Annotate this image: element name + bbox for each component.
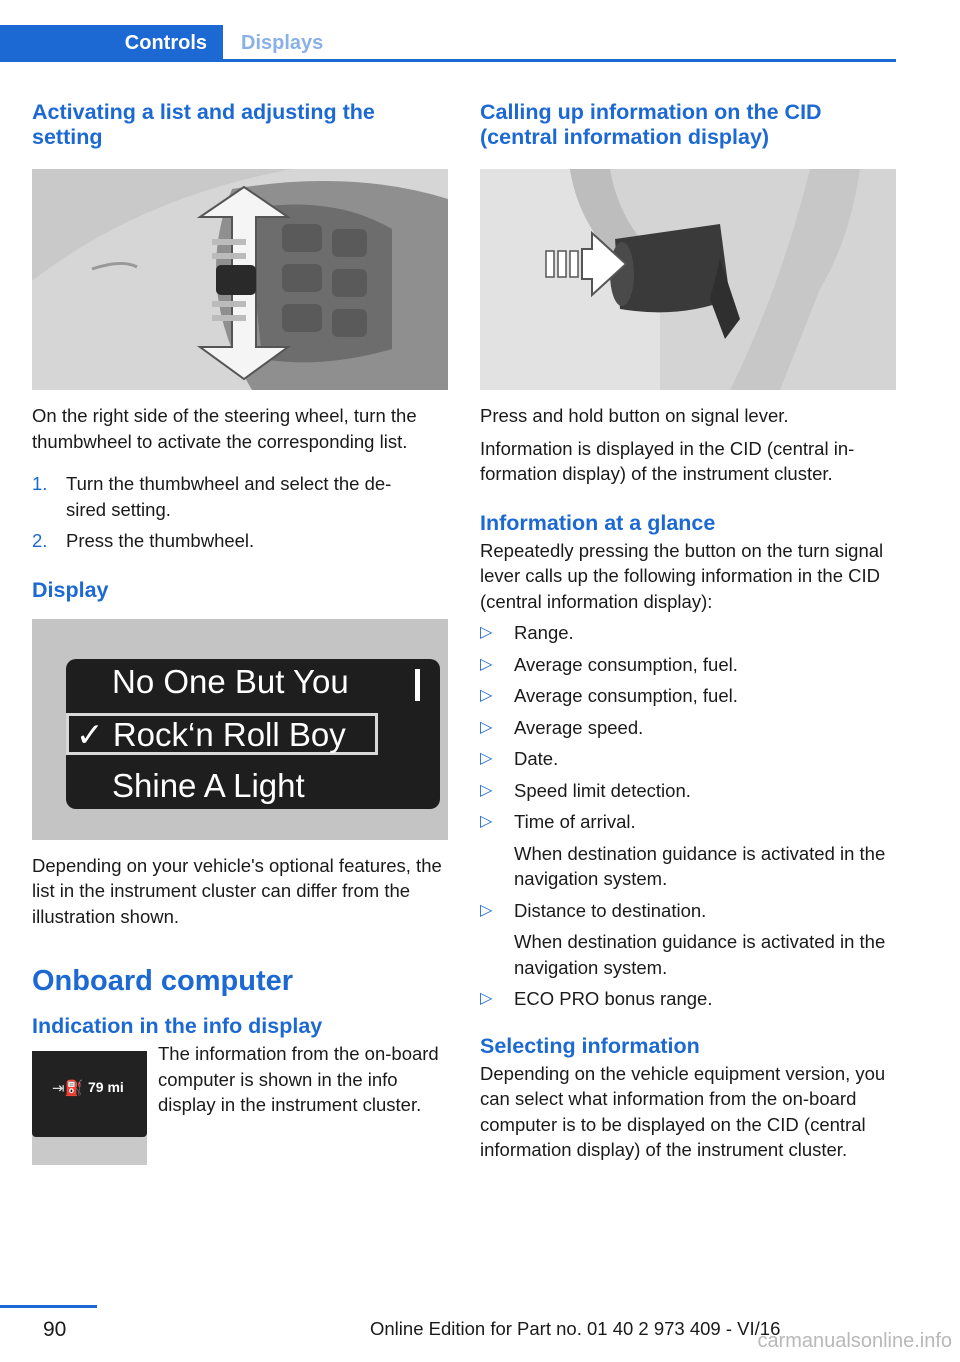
bullet-subtext: When destination guidance is activated in the navigation system.	[514, 842, 886, 889]
list-item	[32, 528, 448, 554]
step-text: Press the thumbwheel.	[66, 530, 255, 551]
info-display-value: 79 mi	[88, 1079, 124, 1095]
watermark: carmanualsonline.info	[757, 1330, 952, 1352]
list-item	[480, 683, 896, 709]
section-onboard-computer: Onboard computer	[32, 965, 294, 997]
para-selecting: Depending on the vehicle equipment version, you can select what information from the on‐board computer is to be displayed on the CID (central information display) of the instrument cluster.	[480, 1062, 886, 1160]
bullet-text: ECO PRO bonus range.	[514, 988, 713, 1009]
triangle-bullet-icon: ▷	[480, 655, 493, 673]
para-thumbwheel: On the right side of the steering wheel, turn the thumbwheel to activate the corresponding list.	[32, 405, 417, 452]
bullet-subtext: When destination guidance is activated in the navigation system.	[514, 931, 886, 978]
triangle-bullet-icon: ▷	[480, 687, 493, 704]
step-number: 2.	[32, 530, 48, 551]
bullet-text: Average consumption, fuel.	[514, 685, 738, 706]
step-text: Turn the thumbwheel and select the de‐sired setting.	[66, 473, 392, 520]
bullet-text: Date.	[514, 748, 559, 769]
page-number: 90	[43, 1318, 67, 1341]
triangle-bullet-icon: ▷	[480, 813, 493, 830]
list-item	[480, 715, 896, 741]
bullet-text: Speed limit detection.	[514, 779, 691, 801]
display-item-2: ✓ Rock‘n Roll Boy	[76, 715, 346, 753]
list-item	[480, 986, 896, 1012]
bullet-text: Range.	[514, 622, 574, 643]
fuel-pump-icon: ⇥⛽	[52, 1080, 84, 1097]
list-item	[480, 778, 896, 804]
heading-display: Display	[32, 577, 109, 602]
steps-list	[32, 471, 448, 554]
right-column	[480, 100, 896, 1163]
list-item	[480, 746, 896, 772]
heading-info-display: Indication in the info display	[32, 1014, 323, 1038]
display-item-3: Shine A Light	[112, 766, 305, 804]
edition-text: Online Edition for Part no. 01 40 2 973 409 - VI/16	[370, 1318, 781, 1339]
list-item	[480, 652, 896, 678]
left-column	[32, 100, 448, 1167]
triangle-bullet-icon: ▷	[480, 624, 493, 641]
info-display-illustration	[32, 1051, 147, 1165]
display-item-1: No One But You	[112, 662, 349, 700]
display-illustration	[32, 619, 448, 840]
para-press-hold: Press and hold button on signal lever.	[480, 405, 789, 426]
header-rule	[223, 59, 896, 62]
footer-rule	[0, 1305, 97, 1308]
list-item	[480, 809, 896, 892]
heading-activating-list: Activating a list and adjusting the setting	[32, 100, 375, 149]
para-info-display: The information from the on‐board computer is shown in the info display in the instrument cluster.	[158, 1043, 439, 1115]
triangle-bullet-icon: ▷	[480, 718, 493, 736]
heading-calling-up-info: Calling up information on the CID (central information display)	[480, 100, 822, 149]
bullet-text: Average speed.	[514, 716, 644, 738]
para-optional-features: Depending on your vehicle's optional features, the list in the instrument cluster can differ from the illustration shown.	[32, 854, 442, 927]
bullet-text: Average consumption, fuel.	[514, 653, 738, 675]
bullet-text: Distance to destination.	[514, 899, 707, 921]
signal-lever-illustration	[480, 169, 896, 390]
heading-selecting-info: Selecting information	[480, 1033, 700, 1058]
tab-displays[interactable]: Displays	[241, 32, 324, 54]
triangle-bullet-icon: ▷	[480, 901, 493, 919]
triangle-bullet-icon: ▷	[480, 750, 493, 767]
triangle-bullet-icon: ▷	[480, 990, 493, 1007]
step-number: 1.	[32, 473, 48, 494]
header-bar	[0, 25, 896, 62]
list-item	[32, 471, 426, 522]
bullet-text: Time of arrival.	[514, 811, 636, 832]
para-cid-info: Information is displayed in the CID (central in‐formation display) of the instrument cluster.	[480, 437, 855, 484]
para-repeatedly: Repeatedly pressing the button on the turn signal lever calls up the following information in the CID (central information display):	[480, 539, 884, 612]
tab-controls[interactable]: Controls	[0, 25, 223, 62]
info-bullet-list	[480, 620, 896, 1012]
display-scrollbar	[415, 669, 420, 701]
heading-info-glance: Information at a glance	[480, 510, 716, 535]
list-item	[480, 898, 896, 981]
info-display-block	[32, 1043, 448, 1167]
triangle-bullet-icon: ▷	[480, 781, 493, 799]
list-item	[480, 620, 896, 646]
steering-wheel-illustration	[32, 169, 448, 390]
